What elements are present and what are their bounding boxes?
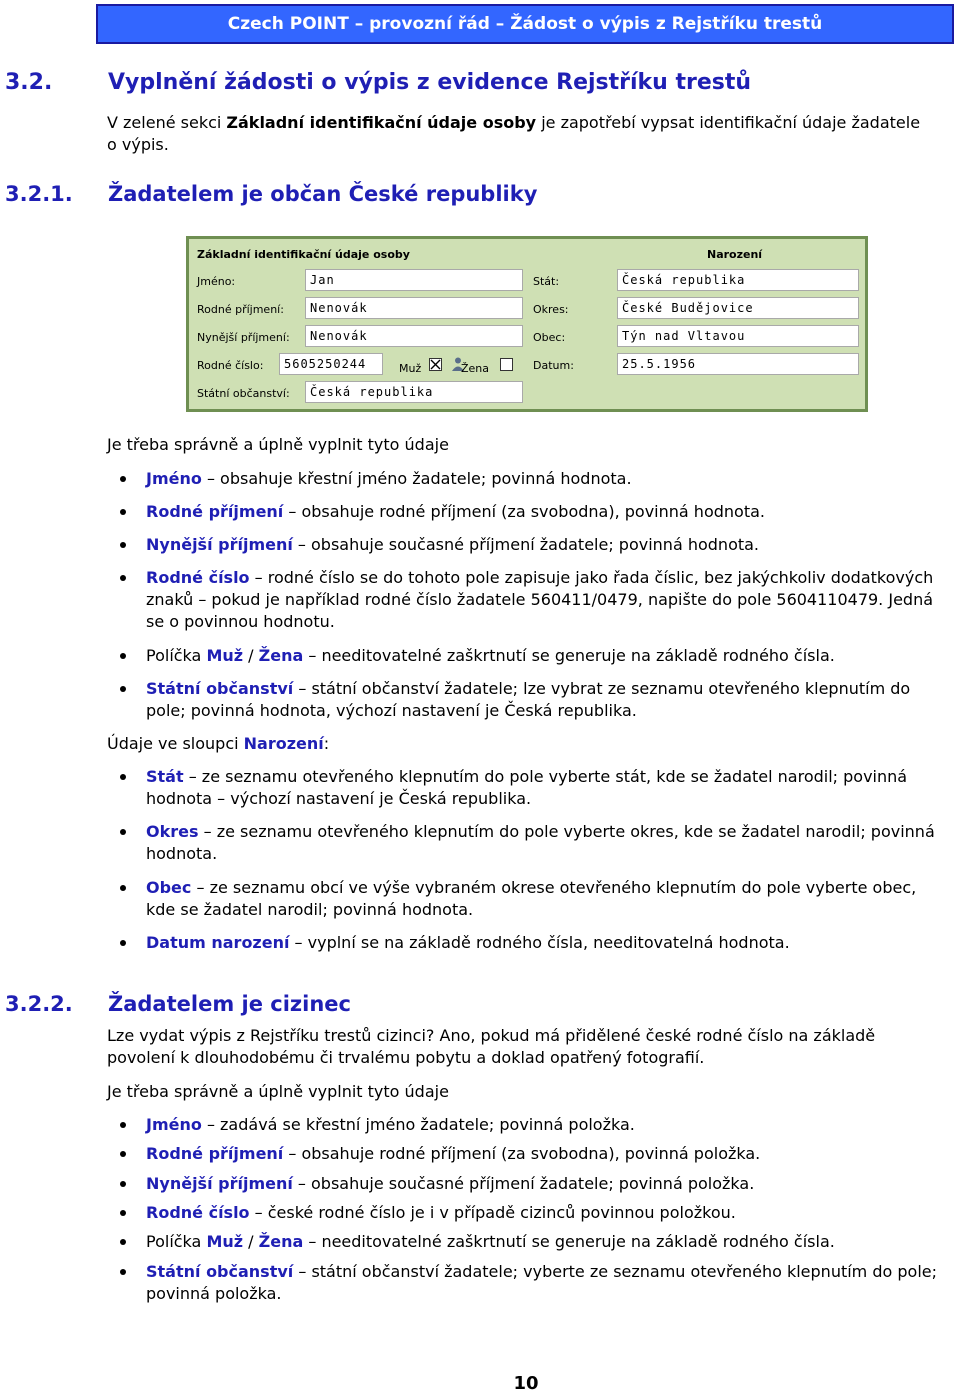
list-item	[146, 678, 946, 722]
section-number: 3.2.	[5, 70, 53, 95]
jmeno-input[interactable]: Jan	[305, 269, 523, 291]
term: Obec	[146, 878, 192, 897]
desc: – obsahuje rodné příjmení (za svobodna), povinná položka.	[283, 1144, 761, 1163]
list-item	[146, 766, 946, 810]
section-title: Žadatelem je občan České republiky	[108, 182, 538, 206]
list-item	[146, 1173, 946, 1195]
zena-label: Žena	[461, 362, 490, 375]
form-section-title: Základní identifikační údaje osoby	[197, 248, 410, 261]
obec-select[interactable]: Týn nad Vltavou	[617, 325, 859, 347]
intro-text: V zelené sekci	[107, 113, 227, 132]
term: Stát	[146, 767, 184, 786]
muz-checkbox	[429, 358, 442, 371]
stat-label: Stát:	[533, 275, 560, 288]
stat-select[interactable]: Česká republika	[617, 269, 859, 291]
section-number: 3.2.2.	[5, 992, 73, 1016]
desc: – obsahuje současné příjmení žadatele; povinná položka.	[292, 1174, 755, 1193]
term: Státní občanství	[146, 1262, 294, 1281]
list-item	[146, 501, 946, 523]
datum-label: Datum:	[533, 359, 574, 372]
desc: /	[243, 1232, 259, 1251]
header-title: Czech POINT – provozní řád – Žádost o výpis z Rejstříku trestů	[227, 14, 823, 34]
list-item	[146, 932, 946, 954]
list-item	[146, 534, 946, 556]
term: Jméno	[146, 1115, 202, 1134]
statni-obcanstvi-select[interactable]: Česká republika	[305, 381, 523, 403]
term: Muž	[206, 1232, 244, 1251]
list-item	[146, 1202, 946, 1224]
desc: Údaje ve sloupci	[107, 734, 244, 753]
birth-section-title: Narození	[707, 248, 763, 261]
desc: – státní občanství žadatele; vyberte ze seznamu otevřeného klepnutím do pole; povinná položka.	[146, 1262, 938, 1303]
desc: – obsahuje současné příjmení žadatele; povinná hodnota.	[292, 535, 760, 554]
lead-text: Je třeba správně a úplně vyplnit tyto údaje	[107, 1082, 449, 1101]
list-item	[146, 468, 946, 490]
nynejsi-prijmeni-label: Nynější příjmení:	[197, 331, 290, 344]
desc: – ze seznamu otevřeného klepnutím do pole vyberte stát, kde se žadatel narodil; povinná hodnota – výchozí nastavení je Česká republika.	[146, 767, 908, 808]
term: Rodné příjmení	[146, 502, 284, 521]
list-item	[146, 645, 946, 667]
desc: – zadává se křestní jméno žadatele; povinná položka.	[201, 1115, 635, 1134]
desc: – státní občanství žadatele; lze vybrat ze seznamu otevřeného klepnutím do pole; povinná hodnota, výchozí nastavení je Česká republika.	[146, 679, 911, 720]
list-item	[146, 1143, 946, 1165]
document-header	[96, 4, 954, 44]
term: Nynější příjmení	[146, 535, 293, 554]
term: Rodné příjmení	[146, 1144, 284, 1163]
muz-label: Muž	[399, 362, 422, 375]
desc: – ze seznamu obcí ve výše vybraném okrese otevřeného klepnutím do pole vyberte obec, kde se žadatel narodil; povinná hodnota.	[146, 878, 917, 919]
page-number: 10	[513, 1373, 539, 1394]
desc: Políčka	[146, 1232, 207, 1251]
list-item	[146, 1261, 946, 1305]
term: Datum narození	[146, 933, 290, 952]
term: Okres	[146, 822, 199, 841]
term: Žena	[258, 646, 304, 665]
intro-text-end: je zapotřebí vypsat identifikační údaje žadatele o výpis.	[107, 113, 921, 154]
desc: – české rodné číslo je i v případě cizinců povinnou položkou.	[249, 1203, 736, 1222]
section-3-2-intro	[107, 112, 927, 156]
statni-obcanstvi-label: Státní občanství:	[197, 387, 290, 400]
nynejsi-prijmeni-input[interactable]: Nenovák	[305, 325, 523, 347]
desc: – needitovatelné zaškrtnutí se generuje na základě rodného čísla.	[303, 646, 835, 665]
identification-form	[186, 236, 868, 412]
term: Muž	[206, 646, 244, 665]
rodne-prijmeni-label: Rodné příjmení:	[197, 303, 284, 316]
jmeno-label: Jméno:	[197, 275, 236, 288]
desc: – rodné číslo se do tohoto pole zapisuje jako řada číslic, bez jakýchkoliv dodatkových znaků – pokud je například rodné číslo žadatele 560411/0479, napište do pole 5604110479. Jedná se o povinnou hodnotu.	[146, 568, 934, 631]
okres-select[interactable]: České Budějovice	[617, 297, 859, 319]
term: Státní občanství	[146, 679, 294, 698]
column-intro	[107, 733, 927, 755]
section-title: Vyplnění žádosti o výpis z evidence Rejstříku trestů	[108, 70, 752, 95]
section-3-2-2-intro: Lze vydat výpis z Rejstříku trestů cizinci? Ano, pokud má přidělené české rodné číslo na základě povolení k dlouhodobému či trvalému pobytu a doklad opatřený fotografií.	[107, 1026, 876, 1067]
term: Jméno	[146, 469, 202, 488]
okres-label: Okres:	[533, 303, 569, 316]
rodne-cislo-input[interactable]: 5605250244	[279, 353, 383, 375]
rodne-cislo-label: Rodné číslo:	[197, 359, 264, 372]
list-item	[146, 877, 946, 921]
obec-label: Obec:	[533, 331, 566, 344]
list-item	[146, 567, 946, 633]
term: Nynější příjmení	[146, 1174, 293, 1193]
desc: – obsahuje křestní jméno žadatele; povinná hodnota.	[201, 469, 632, 488]
term: Rodné číslo	[146, 568, 250, 587]
checkmark-x-icon	[430, 359, 441, 370]
intro-bold: Základní identifikační údaje osoby	[226, 113, 537, 132]
zena-checkbox	[500, 358, 513, 371]
desc: – obsahuje rodné příjmení (za svobodna), povinná hodnota.	[283, 502, 765, 521]
desc: – needitovatelné zaškrtnutí se generuje na základě rodného čísla.	[303, 1232, 835, 1251]
term: Narození	[243, 734, 324, 753]
desc: Políčka	[146, 646, 207, 665]
section-number: 3.2.1.	[5, 182, 73, 206]
datum-input: 25.5.1956	[617, 353, 859, 375]
desc: :	[323, 734, 330, 753]
list-item	[146, 1231, 946, 1253]
list-item	[146, 1114, 946, 1136]
term: Žena	[258, 1232, 304, 1251]
rodne-prijmeni-input[interactable]: Nenovák	[305, 297, 523, 319]
term: Rodné číslo	[146, 1203, 250, 1222]
list-item	[146, 821, 946, 865]
desc: /	[243, 646, 259, 665]
section-title: Žadatelem je cizinec	[108, 992, 351, 1016]
lead-text: Je třeba správně a úplně vyplnit tyto údaje	[107, 435, 449, 454]
desc: – ze seznamu otevřeného klepnutím do pole vyberte okres, kde se žadatel narodil; povinná hodnota.	[146, 822, 935, 863]
desc: – vyplní se na základě rodného čísla, needitovatelná hodnota.	[289, 933, 790, 952]
